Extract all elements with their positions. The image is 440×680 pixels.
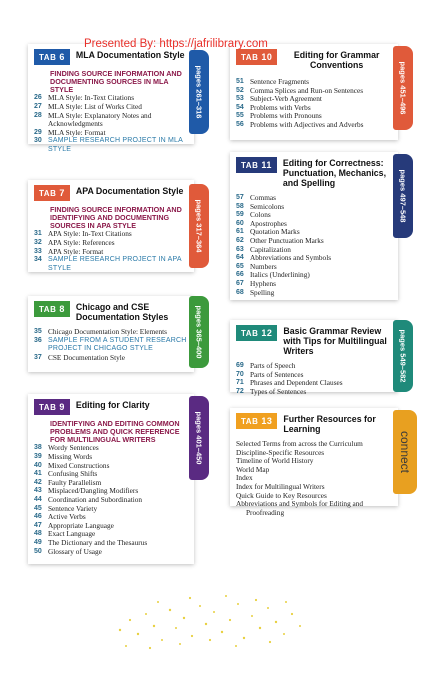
list-item: 45 Sentence Variety	[34, 503, 98, 513]
list-item: Index for Multilingual Writers	[236, 481, 325, 491]
tab11-label: TAB 11	[236, 157, 277, 173]
list-item: 44 Coordination and Subordination	[34, 494, 143, 504]
tab6-list	[28, 93, 194, 158]
list-item: 33 APA Style: Format	[34, 246, 104, 256]
tab7-card	[28, 180, 194, 272]
tab10-title: Editing for Grammar Conventions	[293, 50, 380, 70]
tab7-list	[28, 229, 194, 277]
list-item: Index	[236, 473, 253, 483]
list-item: 64 Abbreviations and Symbols	[236, 253, 332, 263]
tab12-list	[230, 358, 398, 400]
tab6-subtitle: FINDING SOURCE INFORMATION AND DOCUMENTING SOURCES IN MLA STYLE	[50, 69, 182, 94]
list-item: 53 Subject-Verb Agreement	[236, 94, 322, 104]
list-item: 32 APA Style: References	[34, 237, 115, 247]
list-item: 35 Chicago Documentation Style: Elements	[34, 327, 167, 336]
tab9-list	[28, 443, 194, 560]
list-item: 30 SAMPLE RESEARCH PROJECT IN MLA STYLE	[34, 137, 183, 153]
tab8-card	[28, 296, 194, 372]
list-item: 28 MLA Style: Explanatory Notes and Acknowledgments	[34, 110, 152, 129]
tab7-pages-tab[interactable]: pages 317–364	[189, 184, 209, 268]
list-item: 26 MLA Style: In-Text Citations	[34, 93, 135, 103]
list-item: 72 Types of Sentences	[236, 386, 307, 396]
list-item: 50 Glossary of Usage	[34, 546, 102, 556]
list-item: 39 Missing Words	[34, 451, 93, 461]
tab10-label: TAB 10	[236, 49, 277, 65]
tab11-list	[230, 190, 398, 301]
list-item: 61 Quotation Marks	[236, 227, 300, 237]
tab11-card	[230, 152, 398, 300]
tab13-label: TAB 13	[236, 413, 277, 429]
list-item: 58 Semicolons	[236, 201, 285, 211]
list-item: 69 Parts of Speech	[236, 361, 296, 370]
list-item: Quick Guide to Key Resources	[236, 490, 327, 500]
list-item: 37 CSE Documentation Style	[34, 352, 126, 362]
list-item: 49 The Dictionary and the Thesaurus	[34, 537, 148, 547]
tab13-list	[230, 436, 398, 521]
tab13-card	[230, 408, 398, 517]
tab9-card	[28, 394, 194, 564]
list-item: 38 Wordy Sentences	[34, 443, 99, 453]
list-item: Timeline of World History	[236, 456, 314, 466]
tab8-pages-tab[interactable]: pages 365–400	[189, 296, 209, 368]
list-item: Selected Terms from across the Curriculum	[236, 439, 363, 448]
list-item: 51 Sentence Fragments	[236, 77, 309, 86]
list-item: 66 Italics (Underlining)	[236, 270, 310, 280]
tab6-card	[28, 44, 194, 153]
list-item: 34 SAMPLE RESEARCH PROJECT IN APA STYLE	[34, 256, 182, 272]
tab11-pages-tab[interactable]: pages 497–548	[393, 154, 413, 238]
list-item: 29 MLA Style: Format	[34, 127, 106, 137]
tab12-card	[230, 320, 398, 396]
list-item: 40 Mixed Constructions	[34, 460, 110, 470]
watermark-text: Presented By: https://jafrilibrary.com	[84, 38, 268, 50]
tab12-label: TAB 12	[236, 325, 277, 341]
tab7-label: TAB 7	[34, 185, 70, 201]
tab9-subtitle: IDENTIFYING AND EDITING COMMON PROBLEMS AND QUICK REFERENCE FOR MULTILINGUAL WRITERS	[50, 419, 180, 444]
tab10-list	[230, 72, 398, 134]
tab6-label: TAB 6	[34, 49, 70, 65]
tab8-title: Chicago and CSE Documentation Styles	[75, 302, 169, 322]
list-item: 43 Misplaced/Dangling Modifiers	[34, 486, 139, 496]
list-item: 27 MLA Style: List of Works Cited	[34, 101, 142, 111]
list-item: 57 Commas	[236, 193, 276, 202]
tab7-title: APA Documentation Style	[75, 186, 184, 196]
tab11-title: Editing for Correctness: Punctuation, Mechanics, and Spelling	[282, 158, 387, 188]
list-item: 47 Appropriate Language	[34, 520, 114, 530]
list-item: World Map	[236, 464, 270, 474]
decorative-dots	[110, 590, 320, 660]
tab9-title: Editing for Clarity	[75, 400, 150, 410]
tab8-list	[28, 324, 194, 366]
list-item: 62 Other Punctuation Marks	[236, 235, 324, 245]
list-item: 67 Hyphens	[236, 278, 276, 288]
list-item: 70 Parts of Sentences	[236, 369, 304, 379]
connect-tab[interactable]	[393, 410, 417, 494]
tab10-pages-tab[interactable]: pages 451–496	[393, 46, 413, 130]
list-item: 56 Problems with Adjectives and Adverbs	[236, 119, 364, 129]
tab6-title: MLA Documentation Style	[75, 50, 185, 60]
list-item: 55 Problems with Pronouns	[236, 111, 322, 121]
list-item: 42 Faulty Parallelism	[34, 477, 102, 487]
connect-logo-text: connect	[398, 430, 412, 474]
list-item: 46 Active Verbs	[34, 512, 86, 522]
tab9-label: TAB 9	[34, 399, 70, 415]
list-item: 48 Exact Language	[34, 529, 96, 539]
tab10-card	[230, 44, 398, 140]
tab7-subtitle: FINDING SOURCE INFORMATION AND IDENTIFYING AND DOCUMENTING SOURCES IN APA STYLE	[50, 205, 182, 230]
list-item: 68 Spelling	[236, 287, 275, 297]
list-item: 52 Comma Splices and Run-on Sentences	[236, 85, 364, 95]
list-item: 60 Apostrophes	[236, 218, 287, 228]
list-item: 65 Numbers	[236, 261, 277, 271]
tab13-title: Further Resources for Learning	[283, 414, 376, 434]
tab6-pages-tab[interactable]: pages 261–316	[189, 50, 209, 134]
tab9-pages-tab[interactable]: pages 401–450	[189, 396, 209, 480]
list-item: Discipline-Specific Resources	[236, 447, 325, 457]
tab12-pages-tab[interactable]: pages 549–582	[393, 320, 413, 392]
tab12-title: Basic Grammar Review with Tips for Multilingual Writers	[283, 326, 387, 356]
list-item: 63 Capitalization	[236, 244, 291, 254]
list-item: 31 APA Style: In-Text Citations	[34, 229, 132, 239]
list-item: 36 SAMPLE FROM A STUDENT RESEARCH PROJECT IN CHICAGO STYLE	[34, 336, 187, 353]
tab8-label: TAB 8	[34, 301, 70, 317]
list-item: 59 Colons	[236, 210, 271, 220]
list-item: 41 Confusing Shifts	[34, 469, 98, 479]
list-item: 71 Phrases and Dependent Clauses	[236, 378, 343, 388]
list-item: Abbreviations and Symbols for Editing and Proofreading	[236, 499, 364, 517]
list-item: 54 Problems with Verbs	[236, 102, 311, 112]
